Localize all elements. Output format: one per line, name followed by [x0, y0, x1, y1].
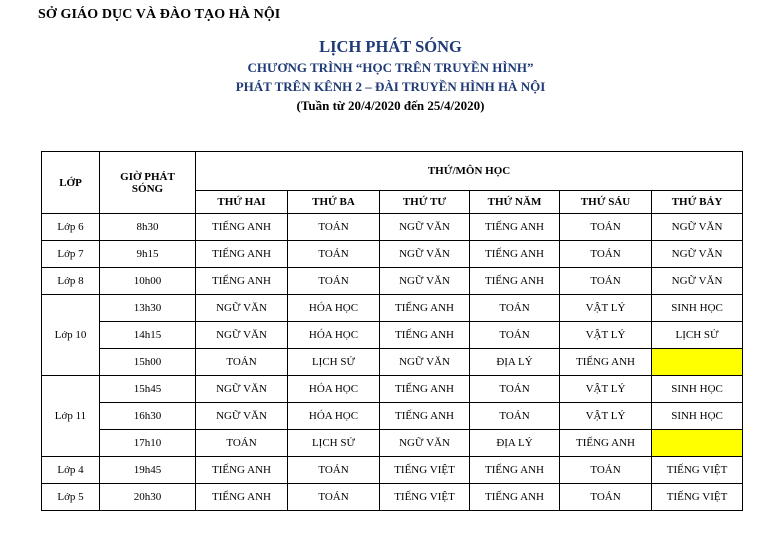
subject-cell: LỊCH SỬ	[288, 349, 380, 376]
subject-cell: NGỮ VĂN	[380, 241, 470, 268]
table-row	[42, 349, 743, 376]
table-row	[42, 376, 743, 403]
subject-cell: TIẾNG ANH	[470, 241, 560, 268]
subject-cell: TIẾNG ANH	[196, 214, 288, 241]
subject-cell: NGỮ VĂN	[652, 241, 743, 268]
class-cell: Lớp 10	[42, 295, 100, 376]
subject-cell: VẬT LÝ	[560, 403, 652, 430]
program-subtitle: CHƯƠNG TRÌNH “HỌC TRÊN TRUYỀN HÌNH”	[247, 60, 534, 75]
subject-cell: TIẾNG VIỆT	[652, 457, 743, 484]
subject-cell: NGỮ VĂN	[380, 430, 470, 457]
time-cell: 16h30	[100, 403, 196, 430]
time-cell: 19h45	[100, 457, 196, 484]
subject-cell: TIẾNG ANH	[196, 484, 288, 511]
time-cell: 15h00	[100, 349, 196, 376]
subject-cell: TOÁN	[288, 484, 380, 511]
subject-cell: TOÁN	[288, 214, 380, 241]
empty-highlight-cell	[652, 430, 743, 457]
subject-cell: VẬT LÝ	[560, 295, 652, 322]
schedule-table	[41, 151, 743, 511]
subject-cell: ĐỊA LÝ	[470, 349, 560, 376]
subject-cell: TOÁN	[560, 241, 652, 268]
subject-cell: TIẾNG ANH	[380, 376, 470, 403]
time-cell: 14h15	[100, 322, 196, 349]
time-cell: 13h30	[100, 295, 196, 322]
column-header-time: GIỜ PHÁT SÓNG	[100, 152, 196, 214]
class-cell: Lớp 5	[42, 484, 100, 511]
subject-cell: SINH HỌC	[652, 376, 743, 403]
day-header: THỨ TƯ	[380, 191, 470, 214]
subject-cell: NGỮ VĂN	[380, 214, 470, 241]
class-cell: Lớp 7	[42, 241, 100, 268]
class-cell: Lớp 11	[42, 376, 100, 457]
subject-cell: HÓA HỌC	[288, 295, 380, 322]
day-header: THỨ BẢY	[652, 191, 743, 214]
subject-cell: TIẾNG ANH	[196, 457, 288, 484]
subject-cell: ĐỊA LÝ	[470, 430, 560, 457]
subject-cell: TOÁN	[560, 484, 652, 511]
table-row	[42, 430, 743, 457]
table-row	[42, 241, 743, 268]
day-header: THỨ BA	[288, 191, 380, 214]
subject-cell: LỊCH SỬ	[652, 322, 743, 349]
subject-cell: TOÁN	[470, 322, 560, 349]
subject-cell: NGỮ VĂN	[196, 403, 288, 430]
time-cell: 15h45	[100, 376, 196, 403]
subject-cell: SINH HỌC	[652, 403, 743, 430]
time-cell: 10h00	[100, 268, 196, 295]
table-row	[42, 403, 743, 430]
subject-cell: TOÁN	[196, 349, 288, 376]
table-row	[42, 268, 743, 295]
class-cell: Lớp 8	[42, 268, 100, 295]
title-block	[38, 36, 743, 115]
subject-cell: NGỮ VĂN	[652, 268, 743, 295]
empty-highlight-cell	[652, 349, 743, 376]
subject-cell: NGỮ VĂN	[196, 376, 288, 403]
week-range: (Tuần từ 20/4/2020 đến 25/4/2020)	[296, 98, 485, 113]
subject-cell: NGỮ VĂN	[380, 268, 470, 295]
subject-cell: SINH HỌC	[652, 295, 743, 322]
table-row	[42, 322, 743, 349]
subject-cell: TIẾNG ANH	[380, 403, 470, 430]
subject-cell: NGỮ VĂN	[196, 295, 288, 322]
subject-cell: TIẾNG VIỆT	[380, 457, 470, 484]
subject-cell: TOÁN	[288, 457, 380, 484]
subject-cell: TIẾNG ANH	[470, 484, 560, 511]
subject-cell: NGỮ VĂN	[196, 322, 288, 349]
subject-cell: TOÁN	[560, 214, 652, 241]
subject-cell: TIẾNG VIỆT	[652, 484, 743, 511]
subject-cell: TOÁN	[560, 457, 652, 484]
day-header: THỨ SÁU	[560, 191, 652, 214]
subject-cell: TIẾNG ANH	[196, 241, 288, 268]
subject-cell: HÓA HỌC	[288, 322, 380, 349]
subject-cell: TOÁN	[470, 403, 560, 430]
subject-cell: TIẾNG ANH	[380, 322, 470, 349]
column-header-days-group: THỨ/MÔN HỌC	[196, 152, 743, 191]
subject-cell: TIẾNG ANH	[380, 295, 470, 322]
subject-cell: TIẾNG ANH	[560, 349, 652, 376]
class-cell: Lớp 4	[42, 457, 100, 484]
subject-cell: TIẾNG VIỆT	[380, 484, 470, 511]
subject-cell: TOÁN	[470, 376, 560, 403]
subject-cell: TIẾNG ANH	[470, 268, 560, 295]
class-cell: Lớp 6	[42, 214, 100, 241]
subject-cell: TIẾNG ANH	[470, 214, 560, 241]
table-row	[42, 484, 743, 511]
subject-cell: LỊCH SỬ	[288, 430, 380, 457]
time-cell: 17h10	[100, 430, 196, 457]
column-header-class: LỚP	[42, 152, 100, 214]
day-header: THỨ NĂM	[470, 191, 560, 214]
organization-name: SỞ GIÁO DỤC VÀ ĐÀO TẠO HÀ NỘI	[38, 7, 281, 22]
schedule-title: LỊCH PHÁT SÓNG	[319, 37, 462, 56]
header-row-main	[42, 152, 743, 191]
subject-cell: TIẾNG ANH	[560, 430, 652, 457]
subject-cell: TOÁN	[196, 430, 288, 457]
subject-cell: TIẾNG ANH	[196, 268, 288, 295]
subject-cell: HÓA HỌC	[288, 376, 380, 403]
subject-cell: VẬT LÝ	[560, 322, 652, 349]
table-row	[42, 295, 743, 322]
subject-cell: VẬT LÝ	[560, 376, 652, 403]
subject-cell: TIẾNG ANH	[470, 457, 560, 484]
table-row	[42, 214, 743, 241]
subject-cell: TOÁN	[288, 241, 380, 268]
subject-cell: NGỮ VĂN	[380, 349, 470, 376]
subject-cell: NGỮ VĂN	[652, 214, 743, 241]
time-cell: 20h30	[100, 484, 196, 511]
subject-cell: TOÁN	[560, 268, 652, 295]
subject-cell: TOÁN	[288, 268, 380, 295]
time-cell: 8h30	[100, 214, 196, 241]
time-cell: 9h15	[100, 241, 196, 268]
day-header: THỨ HAI	[196, 191, 288, 214]
channel-subtitle: PHÁT TRÊN KÊNH 2 – ĐÀI TRUYỀN HÌNH HÀ NỘI	[235, 79, 546, 94]
subject-cell: HÓA HỌC	[288, 403, 380, 430]
table-row	[42, 457, 743, 484]
subject-cell: TOÁN	[470, 295, 560, 322]
